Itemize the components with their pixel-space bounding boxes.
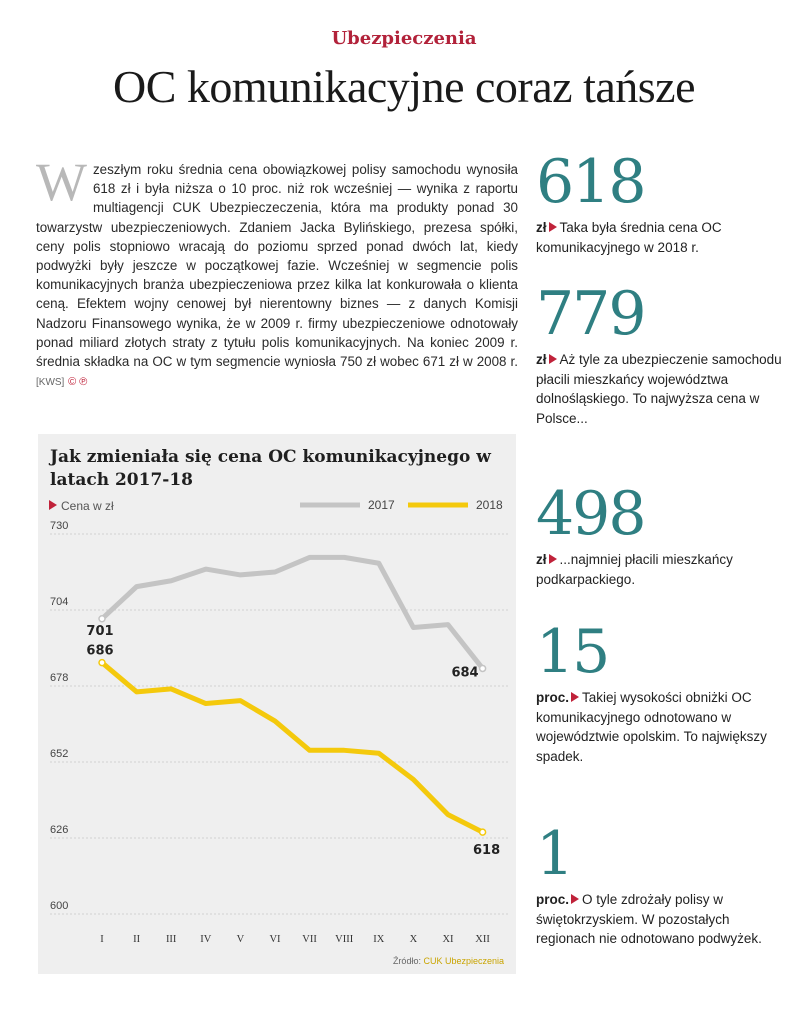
article-text: zeszłym roku średnia cena obowiązkowej polisy samochodu wynosiła 618 zł i była niższa o 10 proc. niż rok wcześniej — wynika z raportu multiagencji CUK Ubezpieczeczenia, która ma produkty ponad 30 towarzystw ubezpieczeniowych. Zdaniem Jacka Bylińskiego, prezesa spółki, ceny polis stopniowo wracają do poziomu sprzed ponad dwóch lat, kiedy podwyżki były jeszcze w początkowej fazie. Wcześniej w segmencie polis komunikacyjnych branża ubezpieczeniowa przez kilka lat konkurowała o klienta ceną. Efektem wojny cenowej był nierentowny biznes — z danych Komisji Nadzoru Finansowego wynika, że w 2009 r. firmy ubezpieczeniowe odnotowały ponad miliard złotych straty z tytułu polis komunikacyjnych. Na koniec 2009 r. średnia składka na OC w tym segmencie wyniosła 750 zł wobec 671 zł w 2008 r. — [36, 162, 518, 370]
copyright-icon: © ℗ — [68, 376, 88, 389]
stat-unit: zł — [536, 220, 547, 235]
stat-description — [536, 688, 786, 766]
data-label: 684 — [451, 665, 479, 681]
stat-text: ...najmniej płacili mieszkańcy podkarpackiego. — [536, 552, 733, 587]
data-label: 701 — [86, 623, 114, 639]
bullet-triangle-icon — [571, 894, 579, 904]
y-axis-label: Cena w zł — [61, 499, 114, 513]
stat-unit: zł — [536, 552, 547, 567]
stat-number: 15 — [536, 617, 609, 687]
stat-block — [536, 147, 786, 257]
x-tick-label: V — [236, 934, 245, 945]
chart-title: Jak zmieniała się cena OC komunikacyjnego w latach 2017-18 — [50, 447, 491, 490]
ylabel-marker-icon — [49, 500, 57, 510]
y-tick-label: 626 — [50, 824, 69, 836]
x-tick-label: IV — [200, 934, 212, 945]
stat-number: 1 — [536, 819, 573, 889]
bullet-triangle-icon — [571, 692, 579, 702]
stat-description — [536, 890, 786, 949]
data-point-2017 — [480, 665, 486, 671]
bullet-triangle-icon — [549, 554, 557, 564]
x-tick-label: X — [409, 934, 418, 945]
x-tick-label: III — [165, 934, 177, 945]
stat-block — [536, 617, 786, 766]
stat-text: Aż tyle za ubezpieczenie samochodu płacili mieszkańcy województwa dolnośląskiego. To najwyższa cena w Polsce... — [536, 352, 782, 426]
y-tick-label: 730 — [50, 520, 69, 532]
article-body — [36, 152, 518, 392]
data-point-2017 — [99, 616, 105, 622]
stat-unit: proc. — [536, 892, 570, 907]
stat-description — [536, 550, 786, 589]
source-note — [393, 956, 504, 966]
page-headline: OC komunikacyjne coraz tańsze — [113, 61, 695, 112]
source-label: Źródło: — [392, 956, 424, 966]
bullet-triangle-icon — [549, 354, 557, 364]
stat-unit: proc. — [536, 690, 570, 705]
data-point-2018 — [99, 660, 105, 666]
y-tick-label: 678 — [50, 672, 69, 684]
series-line-2018 — [102, 663, 483, 833]
stat-text: Taka była średnia cena OC komunikacyjnego w 2018 r. — [536, 220, 722, 255]
stat-description — [536, 350, 786, 428]
x-tick-label: II — [133, 934, 141, 945]
x-tick-label: IX — [373, 934, 385, 945]
data-label: 686 — [86, 643, 114, 659]
stat-number: 618 — [536, 147, 645, 217]
stat-number: 498 — [536, 479, 645, 549]
stat-description — [536, 218, 786, 257]
legend-label-2018: 2018 — [476, 498, 503, 512]
line-chart — [38, 434, 516, 974]
chart-panel — [38, 434, 516, 974]
x-tick-label: VII — [302, 934, 317, 945]
x-tick-label: I — [100, 934, 104, 945]
data-label: 618 — [473, 843, 501, 859]
stat-block — [536, 479, 786, 589]
legend-label-2017: 2017 — [368, 498, 395, 512]
drop-cap: W — [36, 152, 87, 212]
x-tick-label: VI — [269, 934, 281, 945]
y-tick-label: 600 — [50, 900, 69, 912]
x-tick-label: VIII — [335, 934, 354, 945]
stat-unit: zł — [536, 352, 547, 367]
section-label: Ubezpieczenia — [331, 28, 477, 49]
x-tick-label: XII — [475, 934, 490, 945]
stat-text: O tyle zdrożały polisy w świętokrzyskiem. W pozostałych regionach nie odnotowano podwyżek. — [536, 892, 762, 946]
data-point-2018 — [480, 829, 486, 835]
source-name: CUK Ubezpieczenia — [423, 956, 504, 966]
stat-block — [536, 819, 786, 949]
y-tick-label: 652 — [50, 748, 69, 760]
stat-text: Takiej wysokości obniżki OC komunikacyjnego odnotowano w województwie opolskim. To największy spadek. — [536, 690, 767, 764]
article-signoff: [KWS] — [36, 377, 65, 389]
stat-block — [536, 279, 786, 428]
stat-number: 779 — [536, 279, 645, 349]
series-line-2017 — [102, 557, 483, 668]
x-tick-label: XI — [442, 934, 454, 945]
y-tick-label: 704 — [50, 596, 69, 608]
bullet-triangle-icon — [549, 222, 557, 232]
